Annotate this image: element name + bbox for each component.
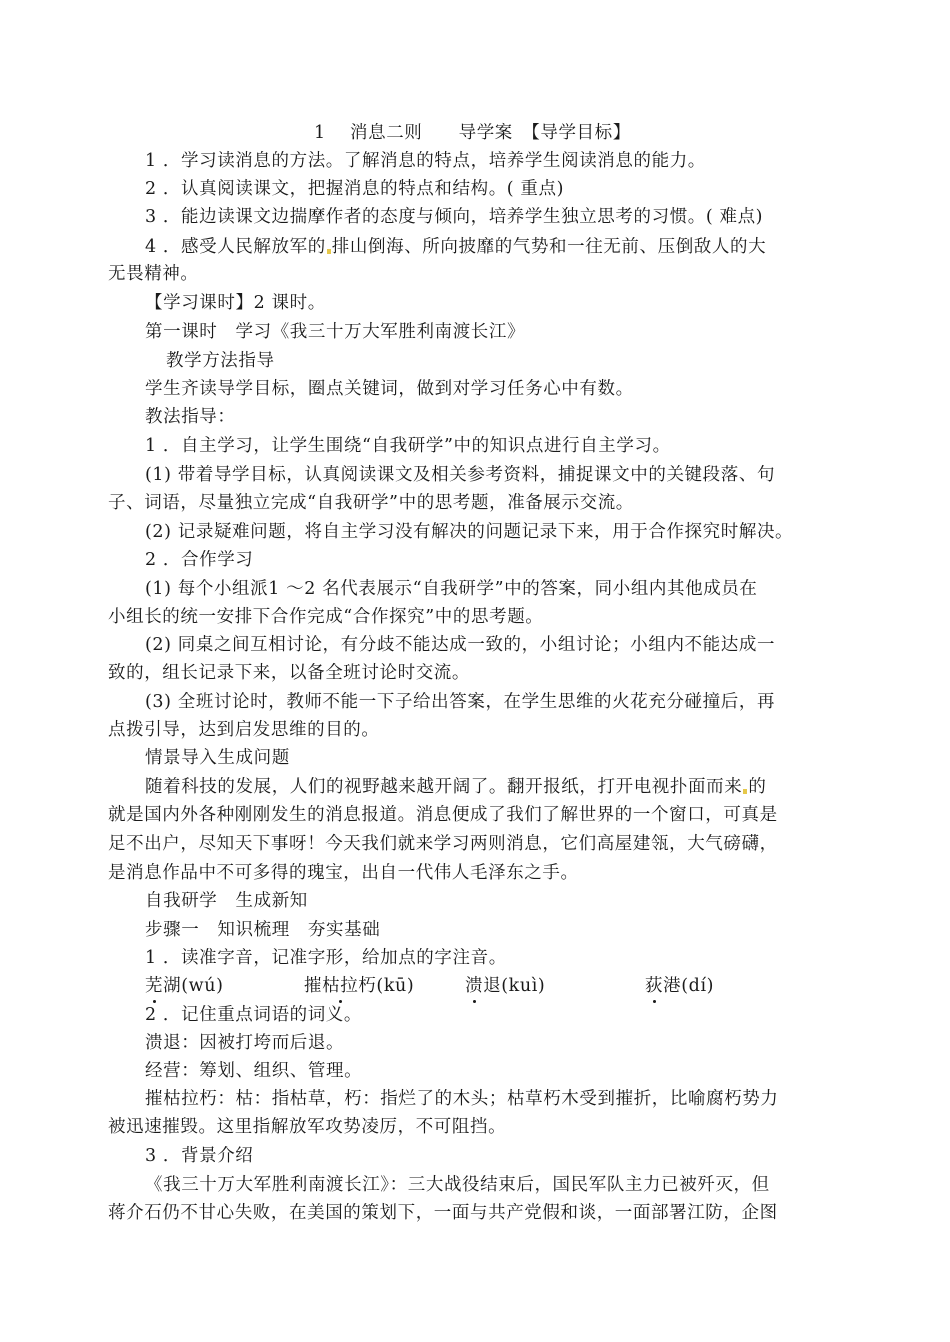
page-title: 1 消息二则 导学案 【导学目标】 xyxy=(314,123,631,143)
dotted-char: 荻 xyxy=(645,976,664,996)
goal-1: 1 ．学习读消息的方法。了解消息的特点，培养学生阅读消息的能力。 xyxy=(145,151,706,171)
goal-4-cont: 无畏精神。 xyxy=(108,264,199,284)
highlight-mark xyxy=(327,249,331,254)
pinyin-rest: (kū) xyxy=(376,976,415,996)
teaching-guide-heading: 教法指导： xyxy=(145,407,236,427)
self-study-heading: 1 ．自主学习，让学生围绕“自我研学”中的知识点进行自主学习。 xyxy=(145,436,671,456)
pinyin-item xyxy=(145,974,224,998)
intro-text-1-main: 随着科技的发展，人们的视野越来越开阔了。翻开报纸，打开电视扑面而来 xyxy=(145,777,743,797)
highlight-mark xyxy=(743,789,747,794)
pinyin-rest: 退(kuì) xyxy=(483,976,546,996)
step-one-heading: 步骤一 知识梳理 夯实基础 xyxy=(145,920,381,940)
pinyin-rest: 港(dí) xyxy=(663,976,715,996)
cooperative-1: (1) 每个小组派1 ～2 名代表展示“自我研学”中的答案，同小组内其他成员在 xyxy=(145,579,758,599)
self-research-heading: 自我研学 生成新知 xyxy=(145,891,308,911)
lesson-heading: 第一课时 学习《我三十万大军胜利南渡长江》 xyxy=(145,322,526,342)
background-text-2: 蒋介石仍不甘心失败，在美国的策划下，一面与共产党假和谈，一面部署江防，企图 xyxy=(108,1203,778,1223)
goal-4-rest: 排山倒海、所向披靡的气势和一往无前、压倒敌人的大 xyxy=(331,237,767,257)
vocab-cuikulaxiu-cont: 被迅速摧毁。这里指解放军攻势凌厉，不可阻挡。 xyxy=(108,1117,507,1137)
vocab-heading: 2 ．记住重点词语的词义。 xyxy=(145,1005,362,1025)
dotted-char: 溃 xyxy=(465,976,484,996)
method-text: 学生齐读导学目标，圈点关键词，做到对学习任务心中有数。 xyxy=(145,379,634,399)
study-hours: 【学习课时】2 课时。 xyxy=(145,293,326,313)
pinyin-item xyxy=(304,974,414,998)
intro-text-3: 足不出户，尽知天下事呀！今天我们就来学习两则消息，它们高屋建瓴，大气磅礴， xyxy=(108,834,778,854)
pronunciation-task: 1 ．读准字音，记准字形，给加点的字注音。 xyxy=(145,948,507,968)
vocab-cuikulaxiu: 摧枯拉朽：枯：指枯草，朽：指烂了的木头；枯草朽木受到摧折，比喻腐朽势力 xyxy=(145,1089,779,1109)
intro-text-1-end: 的 xyxy=(748,777,767,797)
vocab-jingying: 经营：筹划、组织、管理。 xyxy=(145,1061,363,1081)
method-heading: 教学方法指导 xyxy=(166,351,275,371)
self-study-2: (2) 记录疑难问题，将自主学习没有解决的问题记录下来，用于合作探究时解决。 xyxy=(145,522,794,542)
dotted-char: 芜 xyxy=(145,976,164,996)
cooperative-heading: 2 ．合作学习 xyxy=(145,550,254,570)
cooperative-1-cont: 小组长的统一安排下合作完成“合作探究”中的思考题。 xyxy=(108,607,544,627)
dotted-char: 摧枯拉朽 xyxy=(304,976,377,996)
cooperative-3-cont: 点拨引导，达到启发思维的目的。 xyxy=(108,720,380,740)
goal-3: 3 ．能边读课文边揣摩作者的态度与倾向，培养学生独立思考的习惯。( 难点) xyxy=(145,207,764,227)
pinyin-rest: 湖(wú) xyxy=(163,976,224,996)
background-heading: 3 ．背景介绍 xyxy=(145,1146,254,1166)
goal-4-start: 4 ．感受人民解放军的 xyxy=(145,237,326,257)
cooperative-2: (2) 同桌之间互相讨论，有分歧不能达成一致的，小组讨论；小组内不能达成一 xyxy=(145,635,776,655)
pinyin-item xyxy=(645,974,714,998)
cooperative-2-cont: 致的，组长记录下来，以备全班讨论时交流。 xyxy=(108,663,470,683)
pinyin-item xyxy=(465,974,545,998)
self-study-1-cont: 子、词语，尽量独立完成“自我研学”中的思考题，准备展示交流。 xyxy=(108,493,634,513)
intro-text-2: 就是国内外各种刚刚发生的消息报道。消息便成了我们了解世界的一个窗口，可真是 xyxy=(108,805,778,825)
intro-text-4: 是消息作品中不可多得的瑰宝，出自一代伟人毛泽东之手。 xyxy=(108,863,579,883)
background-text-1: 《我三十万大军胜利南渡长江》：三大战役结束后，国民军队主力已被歼灭，但 xyxy=(145,1175,770,1195)
cooperative-3: (3) 全班讨论时，教师不能一下子给出答案，在学生思维的火花充分碰撞后，再 xyxy=(145,692,776,712)
goal-4 xyxy=(145,235,887,259)
goal-2: 2 ．认真阅读课文，把握消息的特点和结构。( 重点) xyxy=(145,179,565,199)
intro-heading: 情景导入生成问题 xyxy=(145,748,290,768)
vocab-kuitui: 溃退：因被打垮而后退。 xyxy=(145,1033,345,1053)
intro-text-1 xyxy=(145,775,887,799)
self-study-1: (1) 带着导学目标，认真阅读课文及相关参考资料，捕捉课文中的关键段落、句 xyxy=(145,465,776,485)
